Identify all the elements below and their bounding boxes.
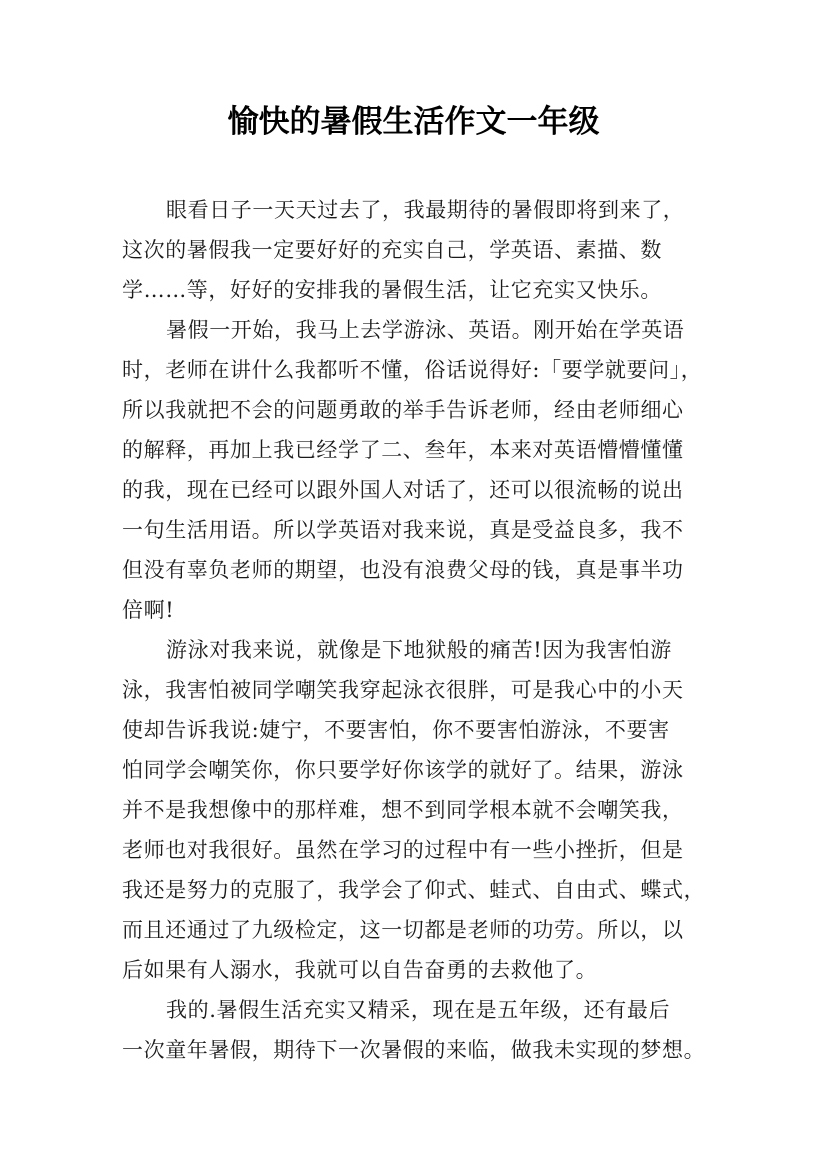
paragraph-line: 我还是努力的克服了，我学会了仰式、蛙式、自由式、蝶式， (122, 878, 706, 902)
paragraph-line: 我的.暑假生活充实又精采，现在是五年级，还有最后 (166, 998, 671, 1022)
paragraph-line: 游泳对我来说，就像是下地狱般的痛苦!因为我害怕游 (166, 638, 672, 662)
paragraph-line: 而且还通过了九级检定，这一切都是老师的功劳。所以，以 (122, 918, 684, 942)
paragraph-line: 但没有辜负老师的期望，也没有浪费父母的钱，真是事半功 (122, 558, 684, 582)
paragraph-line: 时，老师在讲什么我都听不懂，俗话说得好:「要学就要问」， (122, 358, 703, 382)
paragraph-line: 学……等，好好的安排我的暑假生活，让它充实又快乐。 (122, 278, 662, 302)
paragraph-line: 泳，我害怕被同学嘲笑我穿起泳衣很胖，可是我心中的小天 (122, 678, 684, 702)
paragraph-line: 的我，现在已经可以跟外国人对话了，还可以很流畅的说出 (122, 478, 684, 502)
document-body (122, 190, 732, 1070)
paragraph-line: 并不是我想像中的那样难，想不到同学根本就不会嘲笑我， (122, 798, 684, 822)
paragraph-1 (122, 190, 732, 310)
paragraph-line: 后如果有人溺水，我就可以自告奋勇的去救他了。 (122, 958, 598, 982)
paragraph-line: 倍啊! (122, 598, 175, 622)
paragraph-line: 老师也对我很好。虽然在学习的过程中有一些小挫折，但是 (122, 838, 684, 862)
paragraph-line: 使却告诉我说:婕宁，不要害怕，你不要害怕游泳，不要害 (122, 718, 670, 742)
paragraph-line: 所以我就把不会的问题勇敢的举手告诉老师，经由老师细心 (122, 398, 684, 422)
paragraph-line: 一次童年暑假，期待下一次暑假的来临，做我未实现的梦想。 (122, 1038, 706, 1062)
paragraph-line: 暑假一开始，我马上去学游泳、英语。刚开始在学英语 (166, 318, 685, 342)
paragraph-4 (122, 990, 732, 1070)
paragraph-line: 的解释，再加上我已经学了二、叁年，本来对英语懵懵懂懂 (122, 438, 684, 462)
paragraph-line: 眼看日子一天天过去了，我最期待的暑假即将到来了， (166, 198, 685, 222)
paragraph-line: 怕同学会嘲笑你，你只要学好你该学的就好了。结果，游泳 (122, 758, 684, 782)
paragraph-2 (122, 310, 732, 630)
paragraph-line: 一句生活用语。所以学英语对我来说，真是受益良多，我不 (122, 518, 684, 542)
paragraph-3 (122, 630, 732, 990)
document-title: 愉快的暑假生活作文一年级 (227, 104, 600, 140)
paragraph-line: 这次的暑假我一定要好好的充实自己，学英语、素描、数 (122, 238, 662, 262)
